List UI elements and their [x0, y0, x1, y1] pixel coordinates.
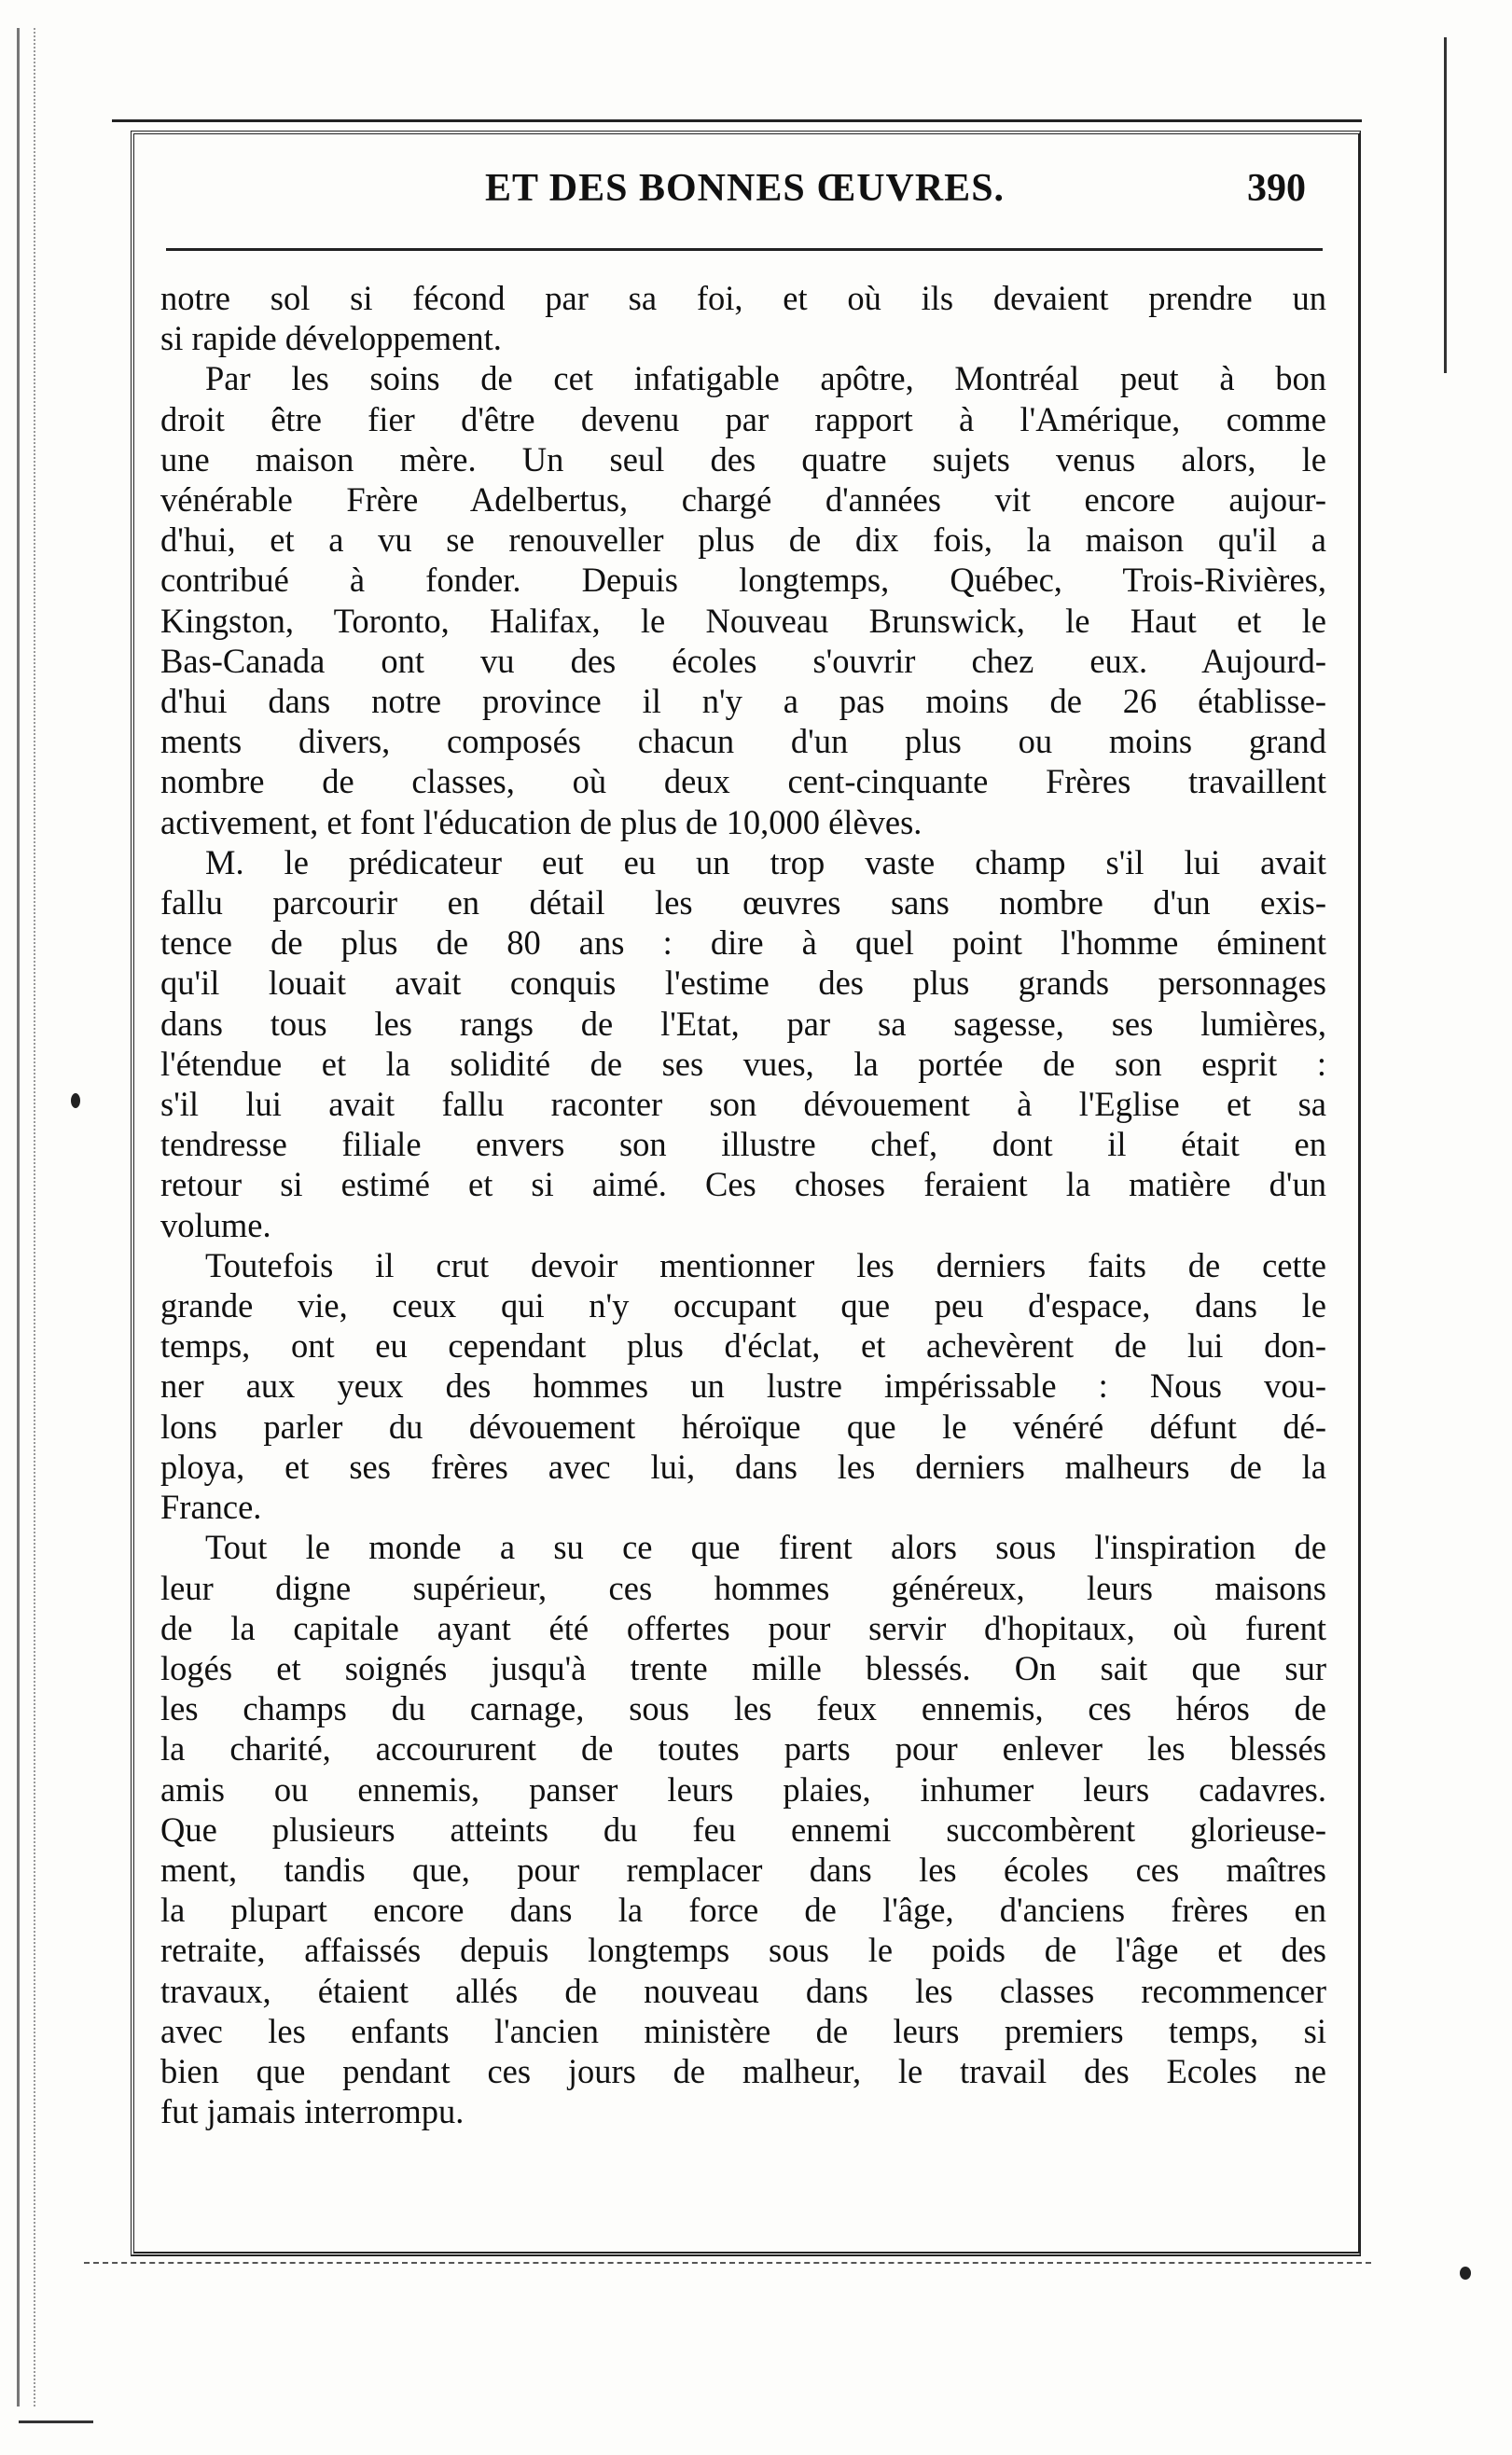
page-number: 390 [1247, 167, 1306, 210]
text-line: ner aux yeux des hommes un lustre impérissable : Nous vou- [160, 1366, 1326, 1406]
text-line: d'hui, et a vu se renouveller plus de dix fois, la maison qu'il a [160, 520, 1326, 560]
margin-dot [1460, 2267, 1471, 2280]
text-line: qu'il louait avait conquis l'estime des plus grands personnages [160, 964, 1326, 1003]
text-line: s'il lui avait fallu raconter son dévouement à l'Eglise et sa [160, 1085, 1326, 1124]
text-line: ment, tandis que, pour remplacer dans les écoles ces maîtres [160, 1850, 1326, 1889]
text-line: France. [160, 1488, 262, 1527]
text-line: nombre de classes, où deux cent-cinquante Frères travaillent [160, 762, 1326, 801]
text-line: la plupart encore dans la force de l'âge, d'anciens frères en [160, 1891, 1326, 1930]
scan-margin-dots [34, 28, 35, 2406]
body-text [160, 278, 1326, 2131]
running-head: ET DES BONNES ŒUVRES. [485, 167, 1006, 210]
text-line: retour si estimé et si aimé. Ces choses feraient la matière d'un [160, 1165, 1326, 1204]
text-line: fut jamais interrompu. [160, 2092, 465, 2131]
text-line: notre sol si fécond par sa foi, et où ils devaient prendre un [160, 279, 1326, 317]
top-frame-rule [112, 119, 1362, 122]
text-line: une maison mère. Un seul des quatre sujets venus alors, le [160, 439, 1326, 479]
text-line: si rapide développement. [160, 319, 502, 358]
text-line: contribué à fonder. Depuis longtemps, Québec, Trois-Rivières, [160, 561, 1326, 600]
text-line: ploya, et ses frères avec lui, dans les derniers malheurs de la [160, 1447, 1326, 1486]
text-line: vénérable Frère Adelbertus, chargé d'années vit encore aujour- [160, 480, 1326, 520]
text-line: leur digne supérieur, ces hommes généreux, leurs maisons [160, 1568, 1326, 1607]
header-rule [166, 248, 1323, 251]
text-line: tence de plus de 80 ans : dire à quel point l'homme éminent [160, 923, 1326, 963]
text-line: Par les soins de cet infatigable apôtre, Montréal peut à bon [205, 359, 1326, 398]
text-line: Tout le monde a su ce que firent alors sous l'inspiration de [205, 1528, 1326, 1567]
text-line: fallu parcourir en détail les œuvres sans nombre d'un exis- [160, 883, 1326, 922]
margin-dot [71, 1093, 80, 1108]
text-line: travaux, étaient allés de nouveau dans les classes recommencer [160, 1971, 1326, 2010]
scan-edge-mark [19, 2420, 93, 2423]
text-line: la charité, accoururent de toutes parts pour enlever les blessés [160, 1729, 1326, 1768]
text-line: avec les enfants l'ancien ministère de leurs premiers temps, si [160, 2011, 1326, 2050]
text-line: dans tous les rangs de l'Etat, par sa sagesse, ses lumières, [160, 1004, 1326, 1043]
text-line: Que plusieurs atteints du feu ennemi succombèrent glorieuse- [160, 1810, 1326, 1849]
text-line: de la capitale ayant été offertes pour servir d'hopitaux, où furent [160, 1608, 1326, 1647]
text-line: Bas-Canada ont vu des écoles s'ouvrir chez eux. Aujourd- [160, 641, 1326, 680]
text-line: Toutefois il crut devoir mentionner les derniers faits de cette [205, 1245, 1326, 1284]
text-line: activement, et font l'éducation de plus de 10,000 élèves. [160, 802, 922, 841]
text-line: droit être fier d'être devenu par rapport à l'Amérique, comme [160, 399, 1326, 438]
bottom-frame-rule [84, 2262, 1371, 2266]
text-line: tendresse filiale envers son illustre chef, dont il était en [160, 1125, 1326, 1164]
page-header [168, 166, 1334, 231]
scan-edge-mark [1444, 37, 1447, 373]
text-line: volume. [160, 1205, 271, 1244]
text-line: temps, ont eu cependant plus d'éclat, et achevèrent de lui don- [160, 1326, 1326, 1366]
text-line: bien que pendant ces jours de malheur, le travail des Ecoles ne [160, 2051, 1326, 2090]
scan-margin-line [17, 28, 20, 2406]
text-line: retraite, affaissés depuis longtemps sous le poids de l'âge et des [160, 1931, 1326, 1970]
text-line: les champs du carnage, sous les feux ennemis, ces héros de [160, 1689, 1326, 1728]
text-line: M. le prédicateur eut eu un trop vaste champ s'il lui avait [205, 842, 1326, 881]
text-line: grande vie, ceux qui n'y occupant que peu d'espace, dans le [160, 1286, 1326, 1325]
text-line: Kingston, Toronto, Halifax, le Nouveau Brunswick, le Haut et le [160, 601, 1326, 640]
text-line: ments divers, composés chacun d'un plus ou moins grand [160, 722, 1326, 761]
text-line: lons parler du dévouement héroïque que le vénéré défunt dé- [160, 1407, 1326, 1446]
text-line: d'hui dans notre province il n'y a pas moins de 26 établisse- [160, 682, 1326, 721]
text-line: l'étendue et la solidité de ses vues, la portée de son esprit : [160, 1044, 1326, 1083]
text-line: amis ou ennemis, panser leurs plaies, inhumer leurs cadavres. [160, 1769, 1326, 1809]
text-line: logés et soignés jusqu'à trente mille blessés. On sait que sur [160, 1648, 1326, 1687]
